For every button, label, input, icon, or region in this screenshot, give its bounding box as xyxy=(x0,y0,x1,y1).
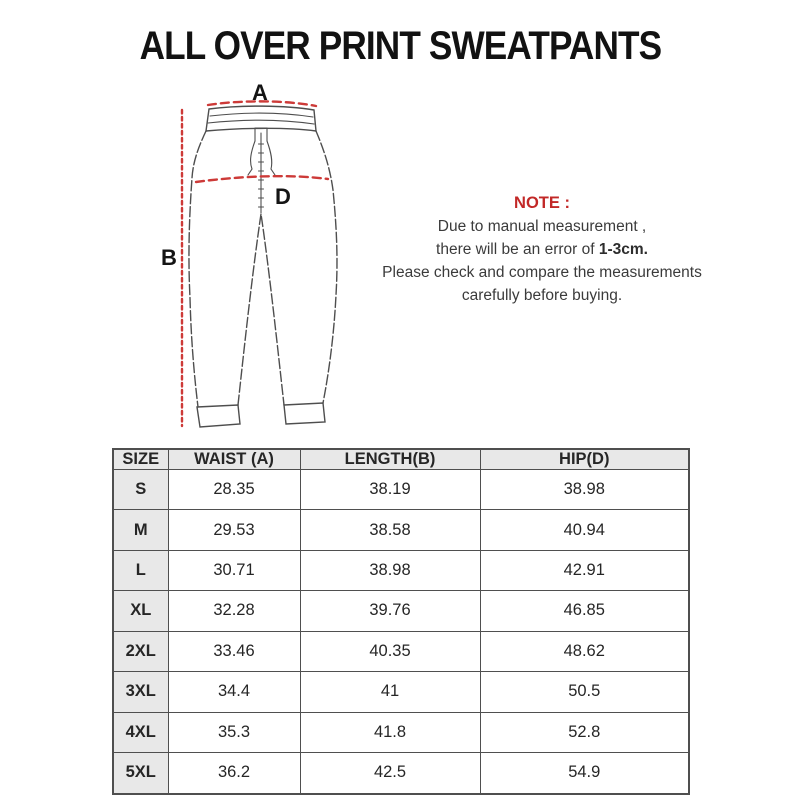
length-value: 39.76 xyxy=(300,591,480,631)
table-row xyxy=(113,510,689,550)
waist-value: 30.71 xyxy=(168,550,300,590)
waist-value: 32.28 xyxy=(168,591,300,631)
note-line-2-bold: 1-3cm. xyxy=(598,241,648,258)
header-waist: WAIST (A) xyxy=(168,449,300,470)
hip-value: 54.9 xyxy=(480,752,689,794)
length-value: 42.5 xyxy=(300,752,480,794)
label-D: D xyxy=(275,184,291,209)
size-label: S xyxy=(113,470,168,510)
table-row xyxy=(113,712,689,752)
size-label: 4XL xyxy=(113,712,168,752)
note-line-3: Please check and compare the measurements xyxy=(382,264,702,281)
length-value: 41.8 xyxy=(300,712,480,752)
hip-value: 42.91 xyxy=(480,550,689,590)
table-row xyxy=(113,631,689,671)
hip-value: 50.5 xyxy=(480,672,689,712)
note-line-1: Due to manual measurement , xyxy=(437,218,647,235)
length-value: 38.58 xyxy=(300,510,480,550)
note-line-4: carefully before buying. xyxy=(461,287,623,304)
size-label: L xyxy=(113,550,168,590)
waist-value: 35.3 xyxy=(168,712,300,752)
size-label: XL xyxy=(113,591,168,631)
size-label: 5XL xyxy=(113,752,168,794)
length-value: 38.98 xyxy=(300,550,480,590)
label-A: A xyxy=(252,80,268,105)
hip-value: 38.98 xyxy=(480,470,689,510)
size-label: 2XL xyxy=(113,631,168,671)
header-hip: HIP(D) xyxy=(480,449,689,470)
waist-value: 29.53 xyxy=(168,510,300,550)
hip-value: 40.94 xyxy=(480,510,689,550)
size-table xyxy=(112,448,690,795)
length-value: 41 xyxy=(300,672,480,712)
length-value: 38.19 xyxy=(300,470,480,510)
note-block xyxy=(382,192,702,307)
table-row xyxy=(113,752,689,794)
length-value: 40.35 xyxy=(300,631,480,671)
waist-value: 34.4 xyxy=(168,672,300,712)
header-length: LENGTH(B) xyxy=(300,449,480,470)
page-title: ALL OVER PRINT SWEATPANTS xyxy=(139,24,661,68)
pants-silhouette xyxy=(189,106,337,427)
waist-value: 33.46 xyxy=(168,631,300,671)
table-row xyxy=(113,672,689,712)
table-row xyxy=(113,591,689,631)
note-heading: NOTE : xyxy=(514,194,570,212)
hip-value: 48.62 xyxy=(480,631,689,671)
title-bar xyxy=(0,24,800,69)
waist-value: 36.2 xyxy=(168,752,300,794)
size-label: M xyxy=(113,510,168,550)
header-size: SIZE xyxy=(113,449,168,470)
table-row xyxy=(113,470,689,510)
hip-value: 52.8 xyxy=(480,712,689,752)
size-table-header-row xyxy=(113,449,689,470)
table-row xyxy=(113,550,689,590)
hip-value: 46.85 xyxy=(480,591,689,631)
note-line-2 xyxy=(382,238,702,261)
waist-value: 28.35 xyxy=(168,470,300,510)
size-label: 3XL xyxy=(113,672,168,712)
note-line-2-text: there will be an error of xyxy=(436,241,599,258)
label-B: B xyxy=(161,245,177,270)
